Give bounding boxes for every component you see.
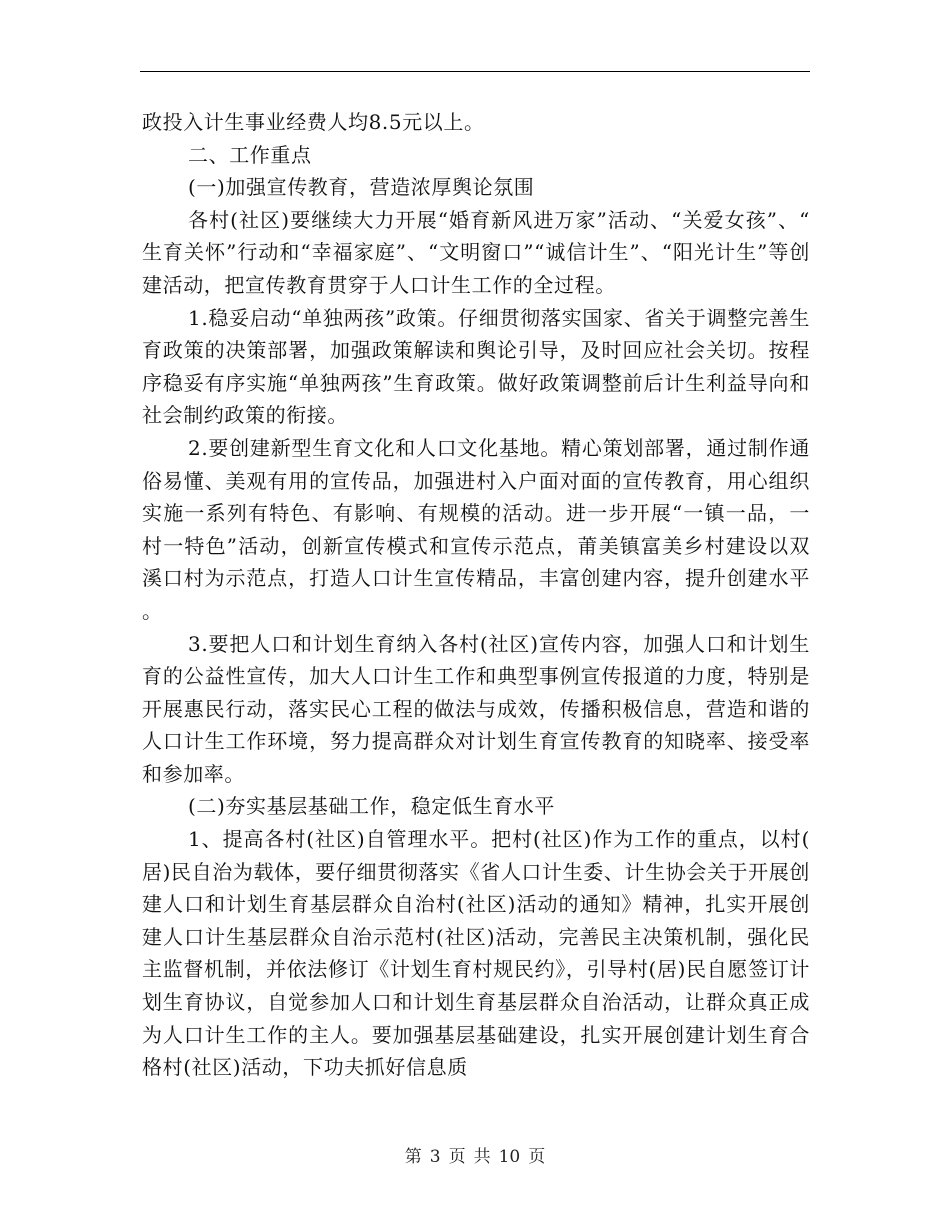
page-prefix: 第 (404, 1147, 422, 1167)
subsection-heading: (一)加强宣传教育，营造浓厚舆论氛围 (188, 175, 535, 200)
page-suffix: 页 (528, 1147, 546, 1167)
total-word: 共 (473, 1147, 491, 1167)
current-page-number: 3 (429, 1147, 441, 1167)
header-divider (140, 71, 810, 72)
page-footer (0, 1147, 950, 1167)
total-pages-number: 10 (498, 1147, 521, 1167)
document-body (142, 106, 810, 1084)
section-heading: 二、工作重点 (188, 142, 312, 167)
paragraph: 1.稳妥启动“单独两孩”政策。仔细贯彻落实国家、省关于调整完善生育政策的决策部署，加强政策解读和舆论引导，及时回应社会关切。按程序稳妥有序实施“单独两孩”生育政策。做好政策调整前后计生利益导向和社会制约政策的衔接。 (142, 305, 810, 428)
paragraph: 3.要把人口和计划生育纳入各村(社区)宣传内容，加强人口和计划生育的公益性宣传，加大人口计生工作和典型事例宣传报道的力度，特别是开展惠民行动，落实民心工程的做法与成效，传播积极信息，营造和谐的人口计生工作环境，努力提高群众对计划生育宣传教育的知晓率、接受率和参加率。 (142, 631, 810, 786)
subsection-heading: (二)夯实基层基础工作，稳定低生育水平 (188, 794, 556, 819)
paragraph: 2.要创建新型生育文化和人口文化基地。精心策划部署，通过制作通俗易懂、美观有用的宣传品，加强进村入户面对面的宣传教育，用心组织实施一系列有特色、有影响、有规模的活动。进一步开展“一镇一品，一村一特色”活动，创新宣传模式和宣传示范点，莆美镇富美乡村建设以双溪口村为示范点，打造人口计生宣传精品，丰富创建内容，提升创建水平。 (142, 435, 810, 623)
paragraph: 1、提高各村(社区)自管理水平。把村(社区)作为工作的重点，以村(居)民自治为载体，要仔细贯彻落实《省人口计生委、计生协会关于开展创建人口和计划生育基层群众自治村(社区)活动的通知》精神，扎实开展创建人口计生基层群众自治示范村(社区)活动，完善民主决策机制，强化民主监督机制，并依法修订《计划生育村规民约》，引导村(居)民自愿签订计划生育协议，自觉参加人口和计划生育基层群众自治活动，让群众真正成为人口计生工作的主人。要加强基层基础建设，扎实开展创建计划生育合格村(社区)活动，下功夫抓好信息质 (142, 827, 810, 1080)
paragraph: 政投入计生事业经费人均8.5元以上。 (142, 110, 485, 134)
page-mid: 页 (448, 1147, 466, 1167)
paragraph: 各村(社区)要继续大力开展“婚育新风进万家”活动、“关爱女孩”、“生育关怀”行动和“幸福家庭”、“文明窗口”“诚信计生”、“阳光计生”等创建活动，把宣传教育贯穿于人口计生工作的全过程。 (142, 207, 810, 297)
